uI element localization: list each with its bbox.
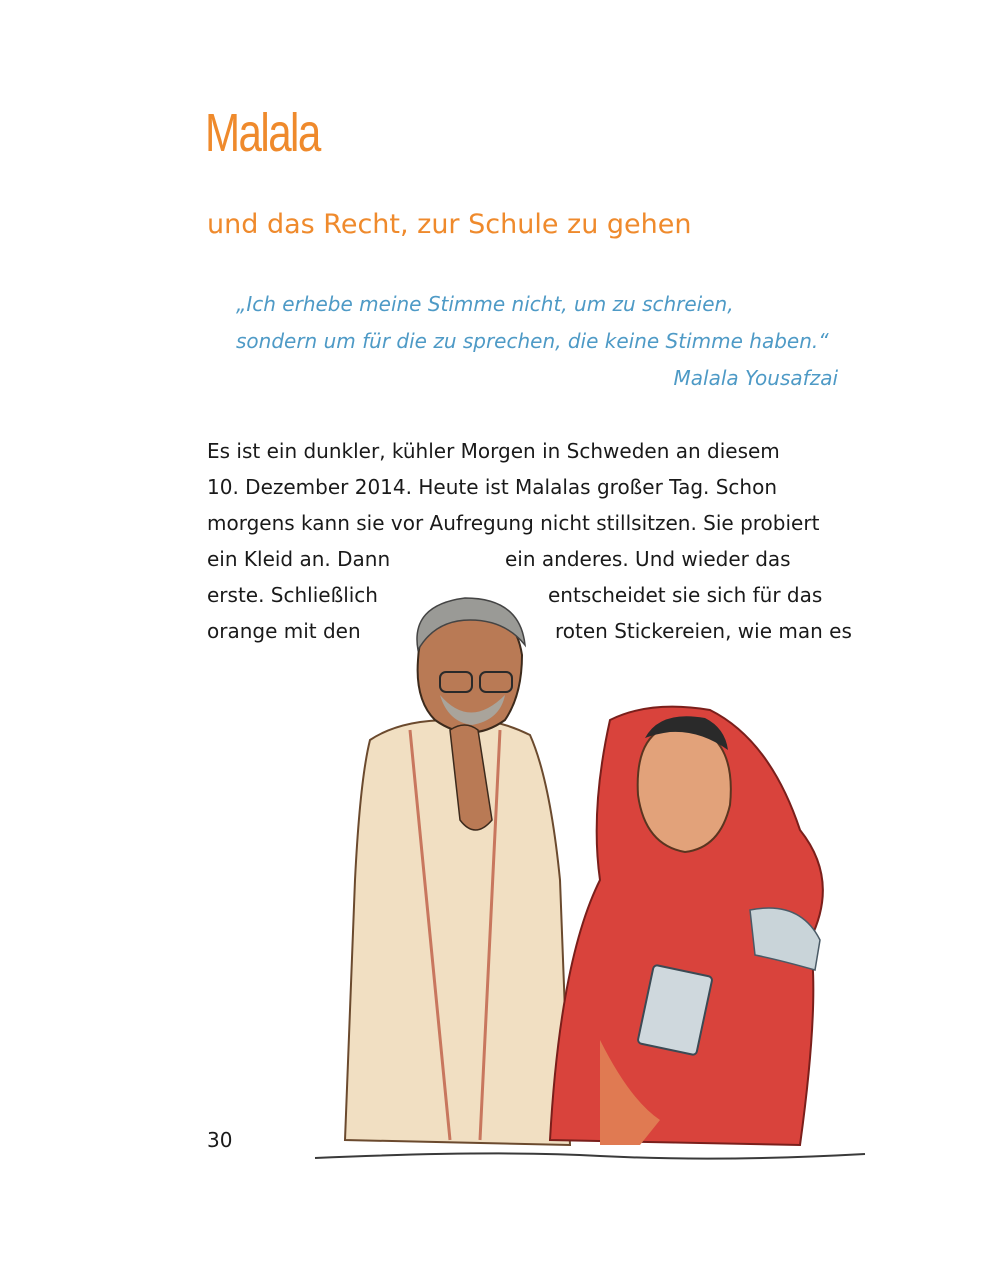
chapter-subtitle: und das Recht, zur Schule zu gehen <box>207 209 692 240</box>
text-line <box>207 541 867 577</box>
text-line-4-left: ein Kleid an. Dann <box>207 547 391 571</box>
text-line-5-left: erste. Schließlich <box>207 583 378 607</box>
text-line <box>207 433 867 469</box>
text-line-4-right: ein anderes. Und wieder das <box>505 547 791 571</box>
text-line-5-right: entscheidet sie sich für das <box>548 583 823 607</box>
watercolor-illustration <box>300 580 880 1180</box>
text-line-1: Es ist ein dunkler, kühler Morgen in Schweden an diesem <box>207 439 780 463</box>
text-line <box>207 469 867 505</box>
page-number: 30 <box>207 1128 233 1152</box>
text-line-3: morgens kann sie vor Aufregung nicht stillsitzen. Sie probiert <box>207 511 820 535</box>
quote-line-1: „Ich erhebe meine Stimme nicht, um zu schreien, <box>236 292 734 316</box>
quote-line-2: sondern um für die zu sprechen, die keine Stimme haben.“ <box>236 329 829 353</box>
epigraph-quote <box>236 286 846 397</box>
quote-attribution: Malala Yousafzai <box>673 366 838 390</box>
chapter-title: Malala <box>205 103 320 163</box>
text-line <box>207 505 867 541</box>
text-line-6-left: orange mit den <box>207 619 361 643</box>
man-figure <box>345 598 570 1145</box>
ground-line <box>315 1153 865 1158</box>
text-line-6-right: roten Stickereien, wie man es <box>555 619 852 643</box>
text-line-2: 10. Dezember 2014. Heute ist Malalas großer Tag. Schon <box>207 475 778 499</box>
girl-figure <box>550 707 823 1145</box>
